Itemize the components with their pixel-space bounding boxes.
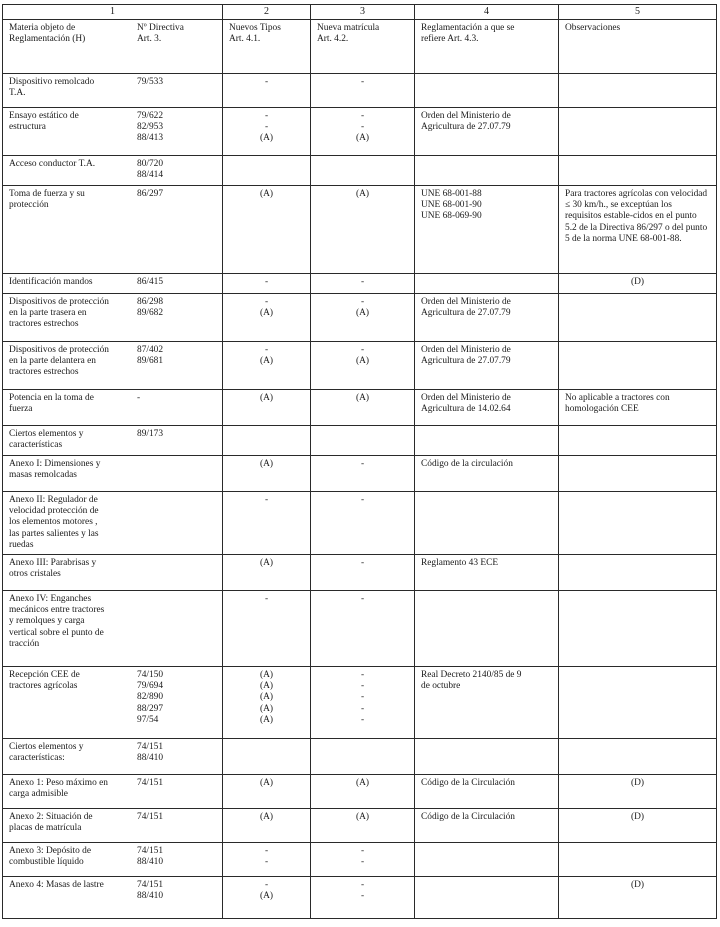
nuevos-tipos-text: (A) xyxy=(259,558,273,568)
nueva-matricula-text xyxy=(311,156,414,159)
observaciones-cell xyxy=(559,591,717,667)
table-row xyxy=(3,877,717,919)
nuevos-tipos-cell xyxy=(223,591,311,667)
nueva-matricula-cell xyxy=(311,591,415,667)
observaciones-cell xyxy=(559,156,717,186)
materia-text: Anexo 3: Depósito de combustible líquido xyxy=(9,846,92,868)
reglamentacion-cell xyxy=(415,74,559,108)
nuevos-tipos-text: - (A) xyxy=(259,345,273,367)
table-row xyxy=(3,456,717,492)
nuevos-tipos-text: (A) xyxy=(259,393,273,403)
column-number: 5 xyxy=(559,5,717,20)
observaciones-text: (D) xyxy=(630,880,644,890)
observaciones-text xyxy=(559,739,716,744)
table-row xyxy=(3,843,717,877)
nueva-matricula-text: (A) xyxy=(355,189,369,199)
nueva-matricula-text: (A) xyxy=(355,812,369,822)
observaciones-cell xyxy=(559,456,717,492)
reglamentacion-text xyxy=(415,274,558,279)
nuevos-tipos-cell xyxy=(223,667,311,739)
nuevos-tipos-cell xyxy=(223,492,311,555)
reglamentacion-cell xyxy=(415,492,559,555)
nuevos-tipos-text: (A) xyxy=(259,778,273,788)
table-row xyxy=(3,108,717,156)
reglamentacion-cell xyxy=(415,390,559,426)
header-reglamentacion: Reglamentación a que se refiere Art. 4.3. xyxy=(421,23,515,45)
table-row xyxy=(3,74,717,108)
reglamentacion-text xyxy=(415,591,558,596)
directiva-text: 74/151 xyxy=(137,812,164,822)
observaciones-cell xyxy=(559,74,717,108)
nueva-matricula-text: - (A) xyxy=(355,345,369,367)
table-row xyxy=(3,156,717,186)
materia-text: Anexo 2: Situación de placas de matrícula xyxy=(9,812,93,834)
materia-text: Ensayo estático de estructura xyxy=(9,111,79,133)
nueva-matricula-cell xyxy=(311,843,415,877)
reglamentacion-cell xyxy=(415,775,559,809)
nuevos-tipos-text: - xyxy=(264,277,269,287)
reglamentacion-text xyxy=(415,877,558,882)
table-row xyxy=(3,186,717,274)
materia-cell xyxy=(3,667,223,739)
materia-cell xyxy=(3,877,223,919)
observaciones-text xyxy=(559,74,716,79)
nueva-matricula-cell xyxy=(311,739,415,775)
nueva-matricula-cell xyxy=(311,156,415,186)
nueva-matricula-text: - - (A) xyxy=(355,111,369,144)
reglamentacion-text xyxy=(415,739,558,744)
table-row xyxy=(3,667,717,739)
nuevos-tipos-cell xyxy=(223,74,311,108)
materia-text: Anexo 1: Peso máximo en carga admisible xyxy=(9,778,108,800)
nuevos-tipos-cell xyxy=(223,274,311,294)
materia-cell xyxy=(3,108,223,156)
observaciones-cell xyxy=(559,274,717,294)
table-row xyxy=(3,809,717,843)
reglamentacion-text: Orden del Ministerio de Agricultura de 14.02.64 xyxy=(421,393,511,415)
nueva-matricula-text xyxy=(311,426,414,429)
observaciones-text: (D) xyxy=(630,277,644,287)
materia-cell xyxy=(3,843,223,877)
reglamentacion-cell xyxy=(415,186,559,274)
table-row xyxy=(3,274,717,294)
nueva-matricula-cell xyxy=(311,809,415,843)
nuevos-tipos-text: - xyxy=(264,594,269,604)
reglamentacion-cell xyxy=(415,156,559,186)
observaciones-text xyxy=(559,667,716,672)
materia-text: Acceso conductor T.A. xyxy=(9,159,96,169)
reglamentacion-cell xyxy=(415,591,559,667)
nuevos-tipos-cell xyxy=(223,390,311,426)
observaciones-cell xyxy=(559,186,717,274)
nuevos-tipos-text: - (A) xyxy=(259,880,273,902)
observaciones-cell xyxy=(559,809,717,843)
nueva-matricula-cell xyxy=(311,274,415,294)
materia-cell xyxy=(3,156,223,186)
nueva-matricula-cell xyxy=(311,555,415,591)
nuevos-tipos-text: - xyxy=(264,77,269,87)
header-nuevos-tipos: Nuevos Tipos Art. 4.1. xyxy=(229,23,281,45)
nueva-matricula-cell xyxy=(311,775,415,809)
observaciones-text xyxy=(559,156,716,161)
directiva-text: 79/622 82/953 88/413 xyxy=(137,111,164,144)
observaciones-cell xyxy=(559,555,717,591)
table-row xyxy=(3,390,717,426)
nueva-matricula-text xyxy=(311,739,414,742)
observaciones-text xyxy=(559,843,716,848)
nuevos-tipos-text: (A) xyxy=(259,812,273,822)
header-row xyxy=(3,20,717,74)
observaciones-text xyxy=(559,492,716,497)
materia-text: Toma de fuerza y su protección xyxy=(9,189,85,211)
nuevos-tipos-text: - (A) xyxy=(259,297,273,319)
table-row xyxy=(3,775,717,809)
nuevos-tipos-cell xyxy=(223,186,311,274)
observaciones-text xyxy=(559,456,716,461)
reglamentacion-text: UNE 68-001-88 UNE 68-001-90 UNE 68-069-90 xyxy=(421,189,482,222)
observaciones-text xyxy=(559,342,716,347)
column-number: 4 xyxy=(415,5,559,20)
header-cell-nuevos-tipos xyxy=(223,20,311,74)
nueva-matricula-cell xyxy=(311,186,415,274)
nuevos-tipos-cell xyxy=(223,294,311,342)
reglamentacion-cell xyxy=(415,294,559,342)
header-cell-materia xyxy=(3,20,223,74)
directiva-text: 74/151 88/410 xyxy=(137,880,164,902)
nuevos-tipos-cell xyxy=(223,426,311,456)
directiva-text: - xyxy=(137,393,141,403)
observaciones-cell xyxy=(559,877,717,919)
nueva-matricula-cell xyxy=(311,877,415,919)
materia-cell xyxy=(3,555,223,591)
materia-text: Identificación mandos xyxy=(9,277,93,287)
reglamentacion-text: Orden del Ministerio de Agricultura de 27.07.79 xyxy=(421,297,511,319)
observaciones-text xyxy=(559,108,716,113)
header-cell-observaciones xyxy=(559,20,717,74)
reglamentacion-cell xyxy=(415,843,559,877)
directiva-text: 86/298 89/682 xyxy=(137,297,164,319)
reglamentacion-text xyxy=(415,426,558,431)
nueva-matricula-cell xyxy=(311,294,415,342)
directiva-text: 74/151 88/410 xyxy=(137,846,164,868)
materia-text: Anexo I: Dimensiones y masas remolcadas xyxy=(9,459,101,481)
table-row xyxy=(3,342,717,390)
nueva-matricula-cell xyxy=(311,492,415,555)
nuevos-tipos-cell xyxy=(223,809,311,843)
observaciones-cell xyxy=(559,492,717,555)
materia-text: Ciertos elementos y características: xyxy=(9,742,84,764)
column-number: 3 xyxy=(311,5,415,20)
nueva-matricula-cell xyxy=(311,426,415,456)
reglamentacion-text: Código de la Circulación xyxy=(421,778,515,788)
reglamentacion-cell xyxy=(415,426,559,456)
nuevos-tipos-cell xyxy=(223,775,311,809)
nueva-matricula-text: - xyxy=(360,77,365,87)
table-row xyxy=(3,426,717,456)
observaciones-text xyxy=(559,426,716,431)
reglamentacion-text xyxy=(415,843,558,848)
nueva-matricula-text: - xyxy=(360,594,365,604)
nuevos-tipos-text: - xyxy=(264,495,269,505)
nuevos-tipos-cell xyxy=(223,877,311,919)
materia-cell xyxy=(3,492,223,555)
nuevos-tipos-text xyxy=(223,156,310,159)
materia-text: Anexo IV: Enganches mecánicos entre tractores y remolques y carga vertical sobre el punto de tracción xyxy=(9,594,105,649)
nueva-matricula-cell xyxy=(311,667,415,739)
materia-cell xyxy=(3,390,223,426)
reglamentacion-text: Código de la Circulación xyxy=(421,812,515,822)
nueva-matricula-text: - - xyxy=(360,880,365,902)
observaciones-text: (D) xyxy=(630,812,644,822)
nueva-matricula-text: - xyxy=(360,495,365,505)
directiva-text xyxy=(137,495,219,551)
nuevos-tipos-cell xyxy=(223,456,311,492)
directiva-text: 74/150 79/694 82/890 88/297 97/54 xyxy=(137,670,164,725)
reglamentacion-cell xyxy=(415,456,559,492)
reglamentacion-text xyxy=(415,156,558,161)
materia-cell xyxy=(3,74,223,108)
materia-text: Ciertos elementos y características xyxy=(9,429,84,451)
nueva-matricula-text: - xyxy=(360,558,365,568)
table-row xyxy=(3,492,717,555)
directiva-text: 79/533 xyxy=(137,77,164,87)
nueva-matricula-cell xyxy=(311,456,415,492)
nuevos-tipos-text: (A) (A) (A) (A) (A) xyxy=(259,670,273,725)
reglamentacion-cell xyxy=(415,667,559,739)
reglamentacion-text: Código de la circulación xyxy=(421,459,513,469)
nuevos-tipos-text: (A) xyxy=(259,459,273,469)
materia-text: Anexo III: Parabrisas y otros cristales xyxy=(9,558,97,580)
nuevos-tipos-cell xyxy=(223,108,311,156)
header-observaciones: Observaciones xyxy=(565,23,621,33)
nueva-matricula-text: - xyxy=(360,277,365,287)
observaciones-cell xyxy=(559,667,717,739)
directiva-text: 87/402 89/681 xyxy=(137,345,164,367)
table-row xyxy=(3,555,717,591)
table-row xyxy=(3,294,717,342)
nueva-matricula-text: (A) xyxy=(355,393,369,403)
reglamentacion-text: Orden del Ministerio de Agricultura de 27.07.79 xyxy=(421,111,511,133)
observaciones-cell xyxy=(559,426,717,456)
nuevos-tipos-cell xyxy=(223,843,311,877)
observaciones-text: No aplicable a tractores con homologación CEE xyxy=(565,393,670,415)
materia-cell xyxy=(3,426,223,456)
nueva-matricula-cell xyxy=(311,108,415,156)
materia-text: Anexo 4: Masas de lastre xyxy=(9,880,104,890)
nueva-matricula-text: - - xyxy=(360,846,365,868)
materia-cell xyxy=(3,775,223,809)
materia-text: Potencia en la toma de fuerza xyxy=(9,393,94,415)
materia-text: Dispositivos de protección en la parte delantera en tractores estrechos xyxy=(9,345,109,378)
observaciones-text: Para tractores agrícolas con velocidad ≤ 30 km/h., se exceptúan los requisitos estable-cidos en el punto 5.2 de la Directiva 86/297 o del punto 5 de la norma UNE 68-001-88. xyxy=(565,189,708,244)
materia-cell xyxy=(3,591,223,667)
column-number: 2 xyxy=(223,5,311,20)
materia-cell xyxy=(3,809,223,843)
materia-cell xyxy=(3,342,223,390)
nuevos-tipos-cell xyxy=(223,739,311,775)
materia-text: Dispositivos de protección en la parte trasera en tractores estrechos xyxy=(9,297,109,330)
directiva-text: 89/173 xyxy=(137,429,164,439)
observaciones-cell xyxy=(559,739,717,775)
observaciones-text xyxy=(559,591,716,596)
reglamentacion-text xyxy=(415,74,558,79)
directiva-text xyxy=(137,459,219,481)
nueva-matricula-text: - (A) xyxy=(355,297,369,319)
nuevos-tipos-text xyxy=(223,739,310,742)
directiva-text xyxy=(137,558,219,580)
directiva-text: 80/720 88/414 xyxy=(137,159,164,181)
nuevos-tipos-text xyxy=(223,426,310,429)
header-materia: Materia objeto de Reglamentación (H) xyxy=(9,23,86,45)
nuevos-tipos-cell xyxy=(223,342,311,390)
observaciones-cell xyxy=(559,294,717,342)
nuevos-tipos-text: - - xyxy=(264,846,269,868)
materia-cell xyxy=(3,739,223,775)
reglamentacion-cell xyxy=(415,809,559,843)
directiva-text: 86/415 xyxy=(137,277,164,287)
table-row xyxy=(3,739,717,775)
reglamentacion-cell xyxy=(415,877,559,919)
observaciones-text xyxy=(559,555,716,560)
directiva-text: 74/151 88/410 xyxy=(137,742,164,764)
materia-text: Anexo II: Regulador de velocidad protección de los elementos motores , las partes salientes y las ruedas xyxy=(9,495,99,550)
header-directiva: Nº Directiva Art. 3. xyxy=(137,23,184,45)
nuevos-tipos-cell xyxy=(223,156,311,186)
nueva-matricula-text: (A) xyxy=(355,778,369,788)
header-cell-reglamentacion xyxy=(415,20,559,74)
reglamentacion-text: Reglamento 43 ECE xyxy=(421,558,499,568)
nueva-matricula-text: - xyxy=(360,459,365,469)
column-number: 1 xyxy=(3,5,223,20)
materia-cell xyxy=(3,274,223,294)
nueva-matricula-cell xyxy=(311,74,415,108)
column-number-row xyxy=(3,5,717,20)
observaciones-cell xyxy=(559,843,717,877)
header-nueva-matricula: Nueva matrícula Art. 4.2. xyxy=(317,23,380,45)
reglamentacion-cell xyxy=(415,342,559,390)
materia-cell xyxy=(3,294,223,342)
materia-cell xyxy=(3,456,223,492)
nueva-matricula-text: - - - - - xyxy=(360,670,365,725)
reglamentacion-cell xyxy=(415,739,559,775)
nuevos-tipos-text: - - (A) xyxy=(259,111,273,144)
nuevos-tipos-text: (A) xyxy=(259,189,273,199)
reglamentacion-text: Real Decreto 2140/85 de 9 de octubre xyxy=(421,670,522,692)
table-row xyxy=(3,591,717,667)
reglamentacion-cell xyxy=(415,108,559,156)
observaciones-text xyxy=(559,294,716,299)
directiva-text xyxy=(137,594,219,650)
nuevos-tipos-cell xyxy=(223,555,311,591)
observaciones-cell xyxy=(559,108,717,156)
materia-cell xyxy=(3,186,223,274)
reglamentacion-text: Orden del Ministerio de Agricultura de 27.07.79 xyxy=(421,345,511,367)
reglamentacion-cell xyxy=(415,274,559,294)
nueva-matricula-cell xyxy=(311,342,415,390)
reglamentacion-text xyxy=(415,492,558,497)
observaciones-cell xyxy=(559,342,717,390)
observaciones-cell xyxy=(559,775,717,809)
regulation-table xyxy=(2,4,717,919)
nueva-matricula-cell xyxy=(311,390,415,426)
header-cell-nueva-matricula xyxy=(311,20,415,74)
observaciones-text: (D) xyxy=(630,778,644,788)
materia-text: Dispositivo remolcado T.A. xyxy=(9,77,95,99)
directiva-text: 74/151 xyxy=(137,778,164,788)
observaciones-cell xyxy=(559,390,717,426)
directiva-text: 86/297 xyxy=(137,189,164,199)
reglamentacion-cell xyxy=(415,555,559,591)
materia-text: Recepción CEE de tractores agrícolas xyxy=(9,670,80,692)
